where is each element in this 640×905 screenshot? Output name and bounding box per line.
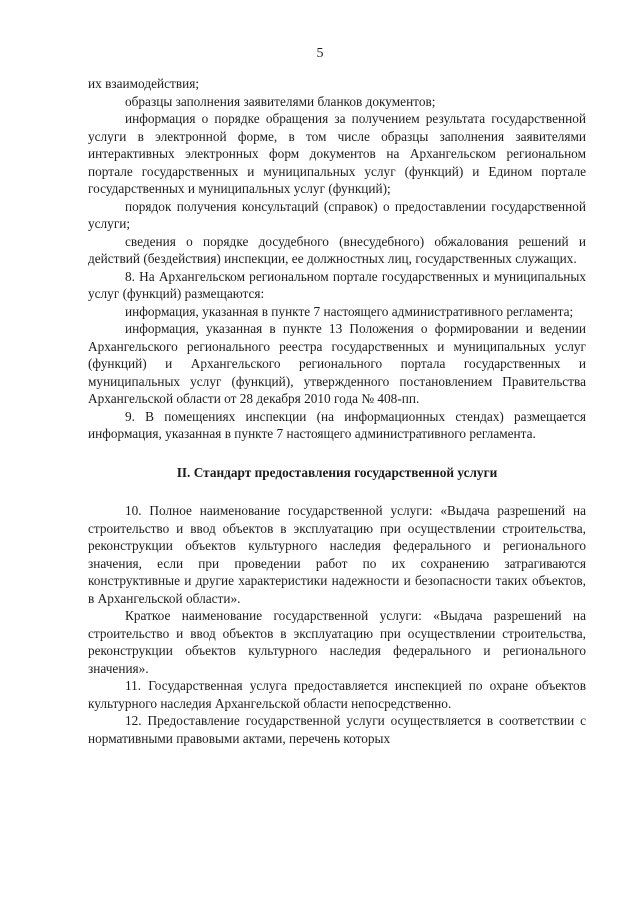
paragraph: 11. Государственная услуга предоставляется инспекцией по охране объектов культурного наследия Архангельской области непосредственно. [88, 678, 586, 711]
paragraph: их взаимодействия; [88, 76, 200, 91]
paragraph: сведения о порядке досудебного (внесудебного) обжалования решений и действий (бездействия) инспекции, ее должностных лиц, государственных служащих. [88, 233, 586, 266]
paragraph: 8. На Архангельском региональном портале государственных и муниципальных услуг (функций) размещаются: [88, 268, 586, 301]
paragraph: Краткое наименование государственной услуги: «Выдача разрешений на строительство и ввод объектов в эксплуатацию при осуществлении строительства, реконструкции объектов культурного наследия федерального и регионального значения». [88, 608, 586, 676]
page-number: 5 [316, 46, 324, 61]
paragraph: информация о порядке обращения за получением результата государственной услуги в электронной форме, в том числе образцы заполнения заявителями интерактивных электронных форм документов на Архангельском региональном портале государственных и муниципальных услуг (функций) и Едином портале государственных и муниципальных услуг (функций); [88, 111, 586, 196]
paragraph: 10. Полное наименование государственной услуги: «Выдача разрешений на строительство и ввод объектов в эксплуатацию при осуществлении строительства, реконструкции объектов культурного наследия федерального и регионального значения, если при проведении работ по их сохранению затрагиваются конструктивные и другие характеристики надежности и безопасности таких объектов, в Архангельской области». [88, 503, 586, 606]
paragraph: образцы заполнения заявителями бланков документов; [125, 93, 436, 109]
paragraph: информация, указанная в пункте 7 настоящего административного регламента; [125, 303, 574, 319]
paragraph: 9. В помещениях инспекции (на информационных стендах) размещается информация, указанная в пункте 7 настоящего административного регламента. [88, 408, 586, 441]
document-body [88, 75, 586, 747]
paragraph: порядок получения консультаций (справок) о предоставлении государственной услуги; [88, 198, 586, 231]
section-heading: II. Стандарт предоставления государственной услуги [176, 464, 498, 480]
paragraph: 12. Предоставление государственной услуги осуществляется в соответствии с нормативными правовыми актами, перечень которых [88, 713, 586, 746]
paragraph: информация, указанная в пункте 13 Положения о формировании и ведении Архангельского регионального реестра государственных и муниципальных услуг (функций) и Архангельского регионального портала государственных и муниципальных услуг (функций), утвержденного постановлением Правительства Архангельской области от 28 декабря 2010 года № 408-пп. [88, 321, 586, 406]
